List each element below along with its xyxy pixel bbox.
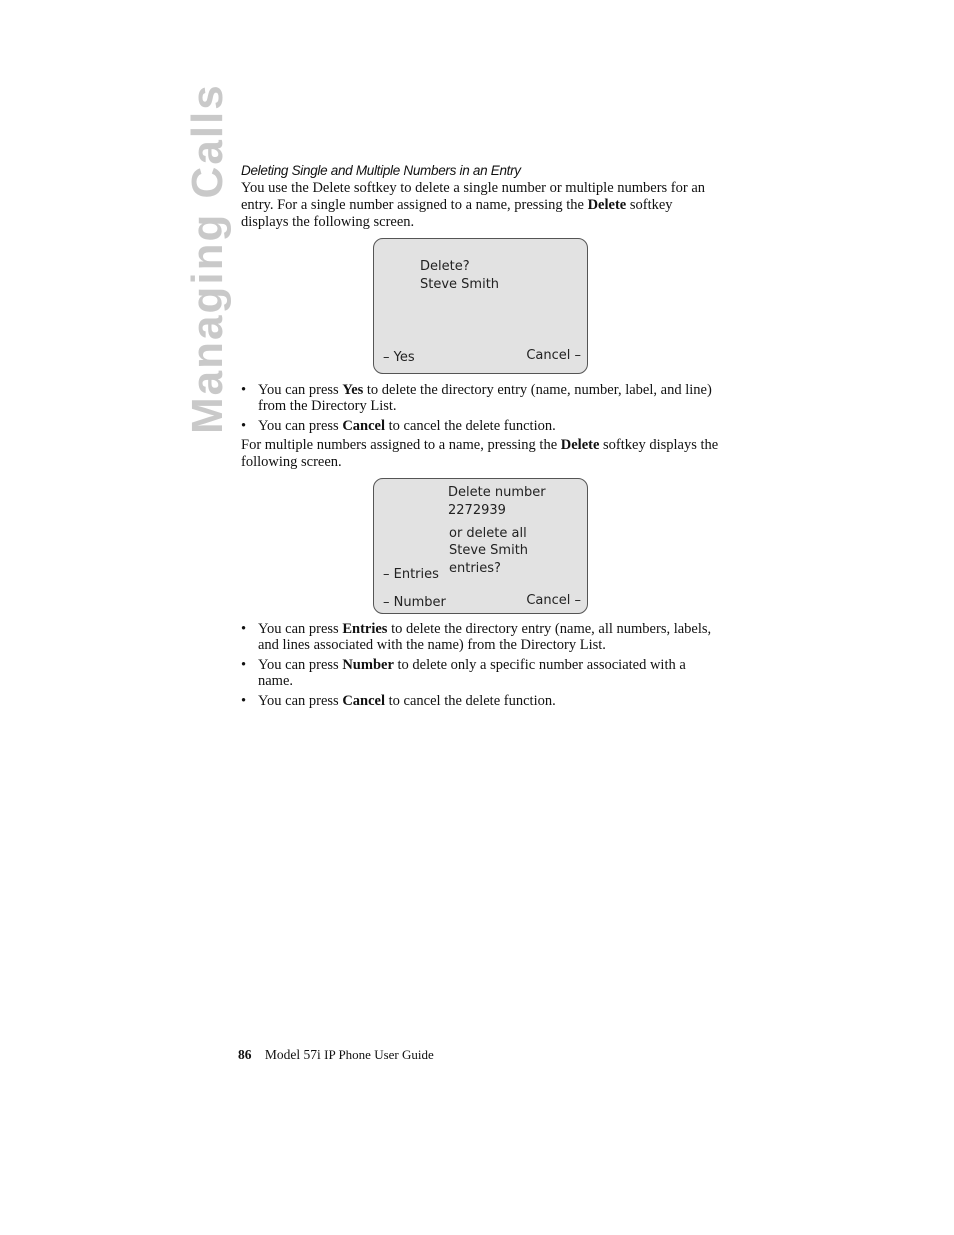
screen-entry-name: Steve Smith: [420, 277, 500, 292]
section-heading: Deleting Single and Multiple Numbers in an Entry: [241, 163, 521, 178]
phone-screen-multi-delete: [373, 478, 588, 614]
bullet-key: Number: [342, 657, 394, 673]
multi-intro-text-2: softkey displays the following screen.: [241, 437, 719, 470]
bullet-text: You can press: [258, 382, 343, 398]
list-item: [241, 418, 721, 434]
number-softkey[interactable]: – Number: [383, 595, 446, 610]
list-item: [241, 657, 721, 689]
bullet-text: to delete the directory entry (name, number, label, and line) from the Directory List.: [258, 382, 712, 414]
bullet-list-single: [241, 382, 721, 438]
multi-intro-text-1: For multiple numbers assigned to a name, pressing the: [241, 437, 561, 453]
bullet-text: You can press: [258, 657, 343, 673]
bullet-text: to delete the directory entry (name, all numbers, labels, and lines associated with the name) from the Directory List.: [258, 621, 712, 653]
list-item: [241, 693, 721, 709]
screen-prompt: Delete number: [448, 485, 546, 500]
sidebar-chapter-title: Managing Calls: [183, 83, 232, 434]
bullet-key: Yes: [342, 382, 364, 398]
intro-text-1: You use the Delete softkey to delete a single number or multiple numbers for an entry. For a single number assigned to a name, pressing the: [241, 180, 706, 213]
page-footer: [238, 1047, 434, 1063]
page-number: 86: [238, 1047, 252, 1062]
cancel-softkey[interactable]: Cancel –: [526, 348, 581, 363]
bullet-text: to delete only a specific number associated with a name.: [258, 657, 686, 689]
bullet-text: to cancel the delete function.: [385, 418, 556, 434]
multi-intro-paragraph: [241, 437, 721, 471]
intro-text-2: softkey displays the following screen.: [241, 197, 673, 230]
screen-prompt: Delete?: [420, 259, 470, 274]
intro-bold-delete: Delete: [587, 197, 627, 213]
bullet-text: to cancel the delete function.: [385, 693, 556, 709]
bullet-key: Cancel: [342, 693, 386, 709]
bullet-list-multi: [241, 621, 721, 713]
bullet-text: You can press: [258, 418, 343, 434]
screen-entry-name: Steve Smith: [449, 543, 529, 558]
list-item: [241, 621, 721, 653]
yes-softkey[interactable]: – Yes: [383, 350, 415, 365]
entries-softkey[interactable]: – Entries: [383, 567, 439, 582]
bullet-text: You can press: [258, 693, 343, 709]
bullet-key: Cancel: [342, 418, 386, 434]
bullet-key: Entries: [342, 621, 388, 637]
multi-intro-bold-delete: Delete: [560, 437, 600, 453]
list-item: [241, 382, 721, 414]
intro-paragraph: [241, 180, 721, 231]
footer-guide-title: IP Phone User Guide: [324, 1047, 434, 1062]
screen-prompt-2: or delete all: [449, 526, 527, 541]
screen-prompt-3: entries?: [449, 561, 501, 576]
cancel-softkey[interactable]: Cancel –: [526, 593, 581, 608]
phone-screen-single-delete: [373, 238, 588, 374]
screen-number: 2272939: [448, 503, 506, 518]
footer-model: Model 57i: [264, 1047, 321, 1062]
bullet-text: You can press: [258, 621, 343, 637]
